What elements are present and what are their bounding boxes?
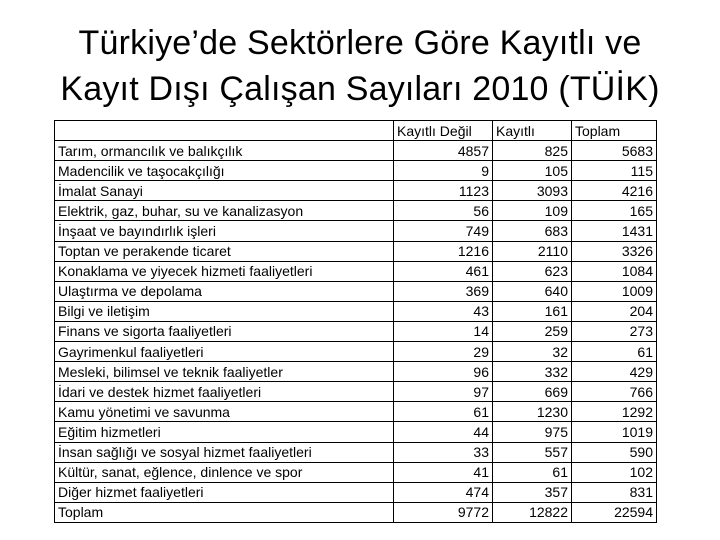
registered-count: 12822 (493, 502, 572, 522)
unregistered-count: 29 (394, 342, 493, 362)
sector-name: Konaklama ve yiyecek hizmeti faaliyetleri (55, 261, 394, 281)
registered-count: 1230 (493, 402, 572, 422)
sector-name: Kültür, sanat, eğlence, dinlence ve spor (55, 462, 394, 482)
registered-count: 3093 (493, 181, 572, 201)
total-count: 429 (572, 362, 657, 382)
total-count: 1019 (572, 422, 657, 442)
registered-count: 683 (493, 221, 572, 241)
total-count: 204 (572, 301, 657, 321)
total-count: 22594 (572, 502, 657, 522)
total-count: 1009 (572, 281, 657, 301)
registered-count: 259 (493, 321, 572, 341)
table-row (55, 462, 657, 482)
table-row (55, 261, 657, 281)
slide-title-line-2: Kayıt Dışı Çalışan Sayıları 2010 (TÜİK) (60, 70, 660, 108)
table-row (55, 321, 657, 341)
header-registered: Kayıtlı (493, 121, 572, 141)
table-row (55, 281, 657, 301)
sector-name: Toptan ve perakende ticaret (55, 241, 394, 261)
unregistered-count: 14 (394, 321, 493, 341)
registered-count: 109 (493, 201, 572, 221)
registered-count: 357 (493, 482, 572, 502)
total-count: 766 (572, 382, 657, 402)
unregistered-count: 1123 (394, 181, 493, 201)
unregistered-count: 474 (394, 482, 493, 502)
sector-name: İdari ve destek hizmet faaliyetleri (55, 382, 394, 402)
table-row (55, 362, 657, 382)
header-total: Toplam (572, 121, 657, 141)
total-count: 3326 (572, 241, 657, 261)
registered-count: 161 (493, 301, 572, 321)
sector-name: Tarım, ormancılık ve balıkçılık (55, 141, 394, 161)
sector-name: Finans ve sigorta faaliyetleri (55, 321, 394, 341)
table-row (55, 141, 657, 161)
sector-name: İnsan sağlığı ve sosyal hizmet faaliyetleri (55, 442, 394, 462)
total-count: 102 (572, 462, 657, 482)
sector-name: Madencilik ve taşocakçılığı (55, 161, 394, 181)
slide-title-line-1: Türkiye’de Sektörlere Göre Kayıtlı ve (78, 24, 642, 62)
header-unregistered: Kayıtlı Değil (394, 121, 493, 141)
total-count: 4216 (572, 181, 657, 201)
sector-name: Gayrimenkul faaliyetleri (55, 342, 394, 362)
table-row (55, 442, 657, 462)
sector-name: Elektrik, gaz, buhar, su ve kanalizasyon (55, 201, 394, 221)
header-sector (55, 121, 394, 141)
registered-count: 2110 (493, 241, 572, 261)
unregistered-count: 9772 (394, 502, 493, 522)
total-count: 590 (572, 442, 657, 462)
table-row (55, 221, 657, 241)
total-count: 165 (572, 201, 657, 221)
table-row (55, 201, 657, 221)
table-row (55, 382, 657, 402)
unregistered-count: 369 (394, 281, 493, 301)
unregistered-count: 1216 (394, 241, 493, 261)
sector-name: Kamu yönetimi ve savunma (55, 402, 394, 422)
unregistered-count: 33 (394, 442, 493, 462)
table-row (55, 402, 657, 422)
unregistered-count: 41 (394, 462, 493, 482)
table-row (55, 422, 657, 442)
registered-count: 640 (493, 281, 572, 301)
registered-count: 623 (493, 261, 572, 281)
table-row (55, 301, 657, 321)
unregistered-count: 97 (394, 382, 493, 402)
registered-count: 825 (493, 141, 572, 161)
unregistered-count: 749 (394, 221, 493, 241)
table-row (55, 482, 657, 502)
unregistered-count: 4857 (394, 141, 493, 161)
total-count: 273 (572, 321, 657, 341)
table-row (55, 241, 657, 261)
table-row (55, 181, 657, 201)
registered-count: 332 (493, 362, 572, 382)
sector-name: Bilgi ve iletişim (55, 301, 394, 321)
data-table-container (54, 120, 656, 523)
registered-count: 61 (493, 462, 572, 482)
employment-table (54, 120, 657, 523)
unregistered-count: 96 (394, 362, 493, 382)
unregistered-count: 61 (394, 402, 493, 422)
table-row (55, 342, 657, 362)
unregistered-count: 44 (394, 422, 493, 442)
unregistered-count: 43 (394, 301, 493, 321)
sector-name: Ulaştırma ve depolama (55, 281, 394, 301)
table-row (55, 161, 657, 181)
unregistered-count: 56 (394, 201, 493, 221)
total-count: 1084 (572, 261, 657, 281)
sector-name: Mesleki, bilimsel ve teknik faaliyetler (55, 362, 394, 382)
registered-count: 669 (493, 382, 572, 402)
sector-name: Diğer hizmet faaliyetleri (55, 482, 394, 502)
sector-name: İmalat Sanayi (55, 181, 394, 201)
registered-count: 32 (493, 342, 572, 362)
table-body (55, 141, 657, 523)
registered-count: 105 (493, 161, 572, 181)
registered-count: 975 (493, 422, 572, 442)
slide-title (0, 20, 720, 112)
total-count: 831 (572, 482, 657, 502)
table-row (55, 502, 657, 522)
sector-name: İnşaat ve bayındırlık işleri (55, 221, 394, 241)
total-count: 5683 (572, 141, 657, 161)
total-count: 61 (572, 342, 657, 362)
sector-name: Toplam (55, 502, 394, 522)
registered-count: 557 (493, 442, 572, 462)
total-count: 1292 (572, 402, 657, 422)
total-count: 1431 (572, 221, 657, 241)
sector-name: Eğitim hizmetleri (55, 422, 394, 442)
total-count: 115 (572, 161, 657, 181)
unregistered-count: 9 (394, 161, 493, 181)
unregistered-count: 461 (394, 261, 493, 281)
table-header-row (55, 121, 657, 141)
